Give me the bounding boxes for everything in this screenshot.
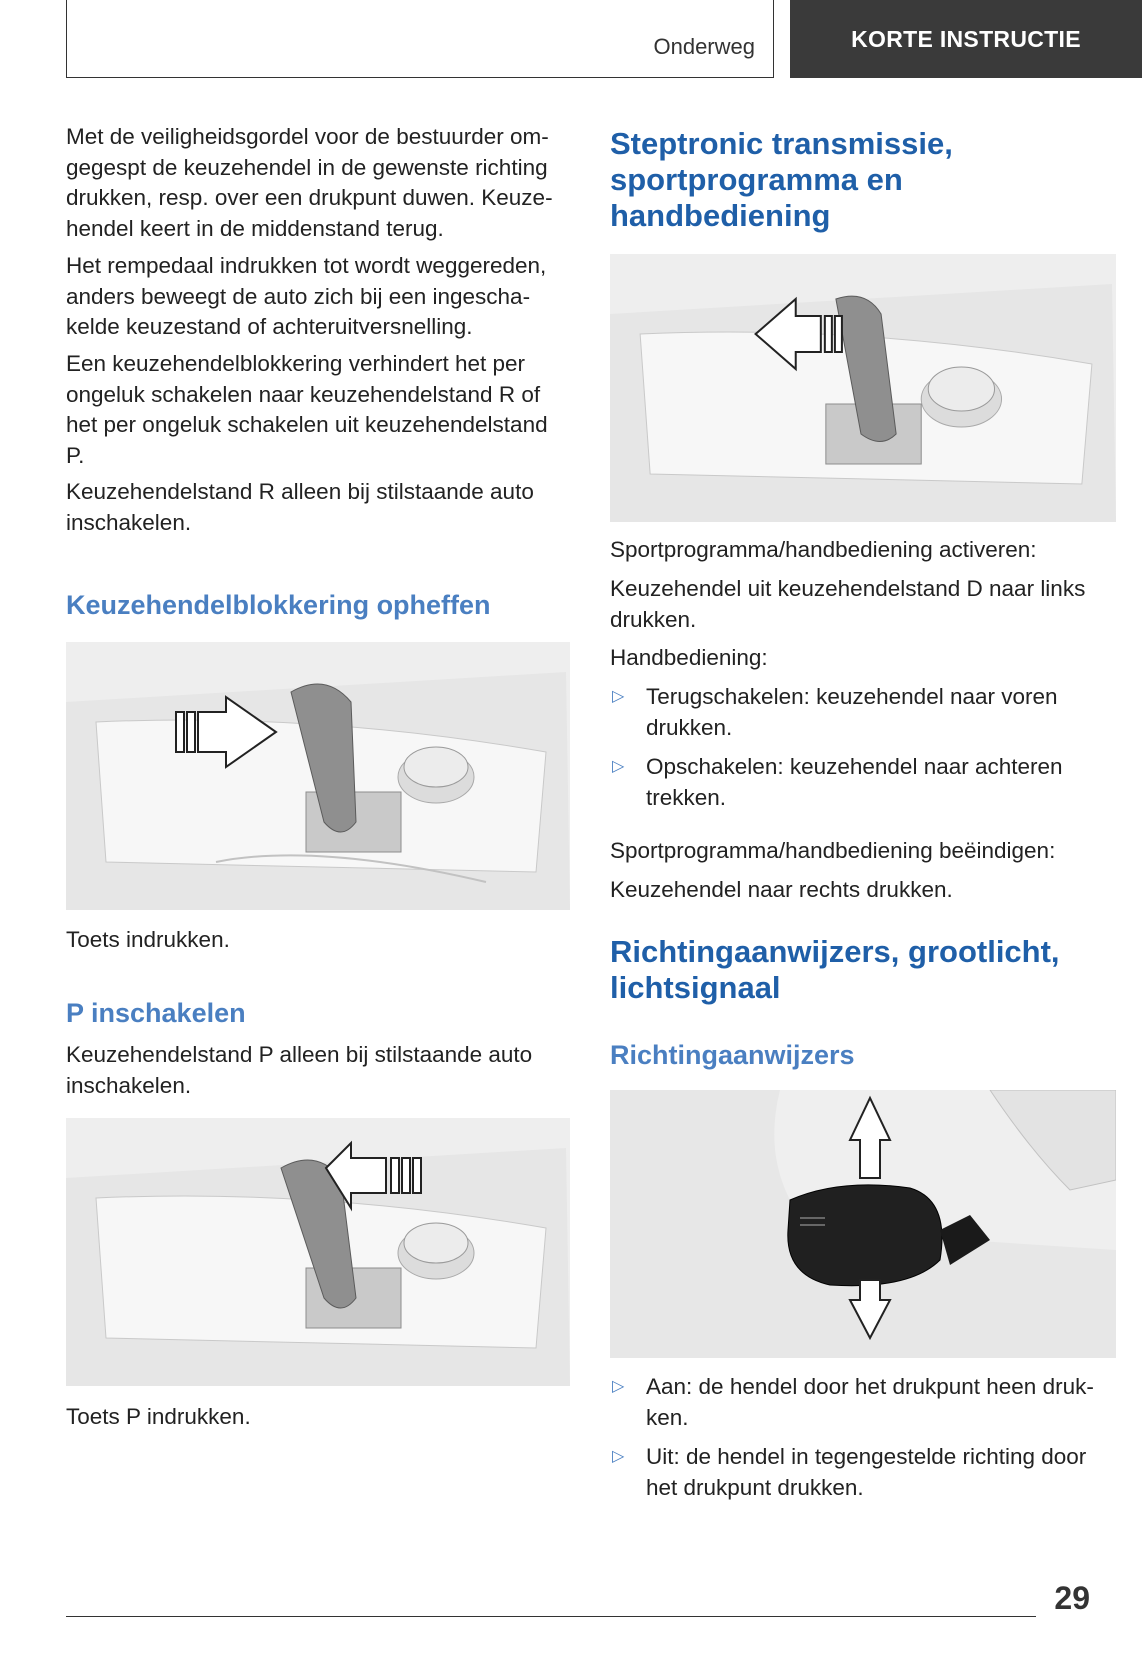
footer-divider	[66, 1616, 1036, 1617]
paragraph-activate-label: Sportprogramma/handbediening activeren:	[610, 537, 1037, 562]
heading-unlock: Keuzehendelblokkering opheffen	[66, 590, 491, 620]
paragraph-seatbelt: Met de veiligheidsgordel voor de bestuurder omgegespt de keuzehendel in de gewenste richting drukken, resp. over een drukpunt duwen. Keuzehendel keert in de middenstand terug.	[66, 124, 553, 241]
list-item: ▷ Uit: de hendel in tegengestelde richting door het drukpunt drukken.	[610, 1442, 1116, 1503]
list-item: ▷ Aan: de hendel door het drukpunt heen drukken.	[610, 1372, 1116, 1433]
paragraph-brake: Het rempedaal indrukken tot wordt weggereden, anders beweegt de auto zich bij een ingeschakelde keuzestand of achteruitversnelling.	[66, 253, 547, 339]
triangle-bullet-icon: ▷	[612, 1378, 625, 1395]
paragraph-lock: Een keuzehendelblokkering verhindert het per ongeluk schakelen naar keuzehendelstand R of het per ongeluk schakelen uit keuzehendelstand P.	[66, 351, 548, 468]
gear-selector-park-illustration	[66, 1118, 570, 1386]
caption-park: Toets P indrukken.	[66, 1404, 251, 1429]
gear-selector-sport-illustration	[610, 254, 1116, 522]
heading-lights: Richtingaanwijzers, grootlicht, lichtsignaal	[610, 934, 1060, 1005]
section-title: Onderweg	[653, 34, 755, 59]
paragraph-park: Keuzehendelstand P alleen bij stilstaande auto inschakelen.	[66, 1042, 533, 1098]
triangle-bullet-icon: ▷	[612, 1448, 625, 1465]
paragraph-manual-label: Handbediening:	[610, 645, 768, 670]
turn-signal-lever-illustration	[610, 1090, 1116, 1358]
caption-unlock: Toets indrukken.	[66, 927, 230, 952]
chapter-tab: KORTE INSTRUCTIE	[790, 0, 1142, 78]
heading-park: P inschakelen	[66, 998, 246, 1028]
gear-selector-unlock-illustration	[66, 642, 570, 910]
heading-indicators: Richtingaanwijzers	[610, 1040, 855, 1070]
paragraph-end: Keuzehendel naar rechts drukken.	[610, 877, 953, 902]
paragraph-reverse: Keuzehendelstand R alleen bij stilstaande auto inschakelen.	[66, 479, 534, 535]
list-item: ▷ Terugschakelen: keuzehendel naar voren drukken.	[610, 682, 1116, 743]
list-item: ▷ Opschakelen: keuzehendel naar achteren trekken.	[610, 752, 1116, 813]
triangle-bullet-icon: ▷	[612, 688, 625, 705]
header-box	[66, 0, 774, 78]
page-number: 29	[1054, 1580, 1090, 1616]
heading-steptronic: Steptronic transmissie, sportprogramma en handbediening	[610, 126, 953, 233]
paragraph-end-label: Sportprogramma/handbediening beëindigen:	[610, 838, 1056, 863]
paragraph-activate: Keuzehendel uit keuzehendelstand D naar links drukken.	[610, 576, 1086, 632]
triangle-bullet-icon: ▷	[612, 758, 625, 775]
